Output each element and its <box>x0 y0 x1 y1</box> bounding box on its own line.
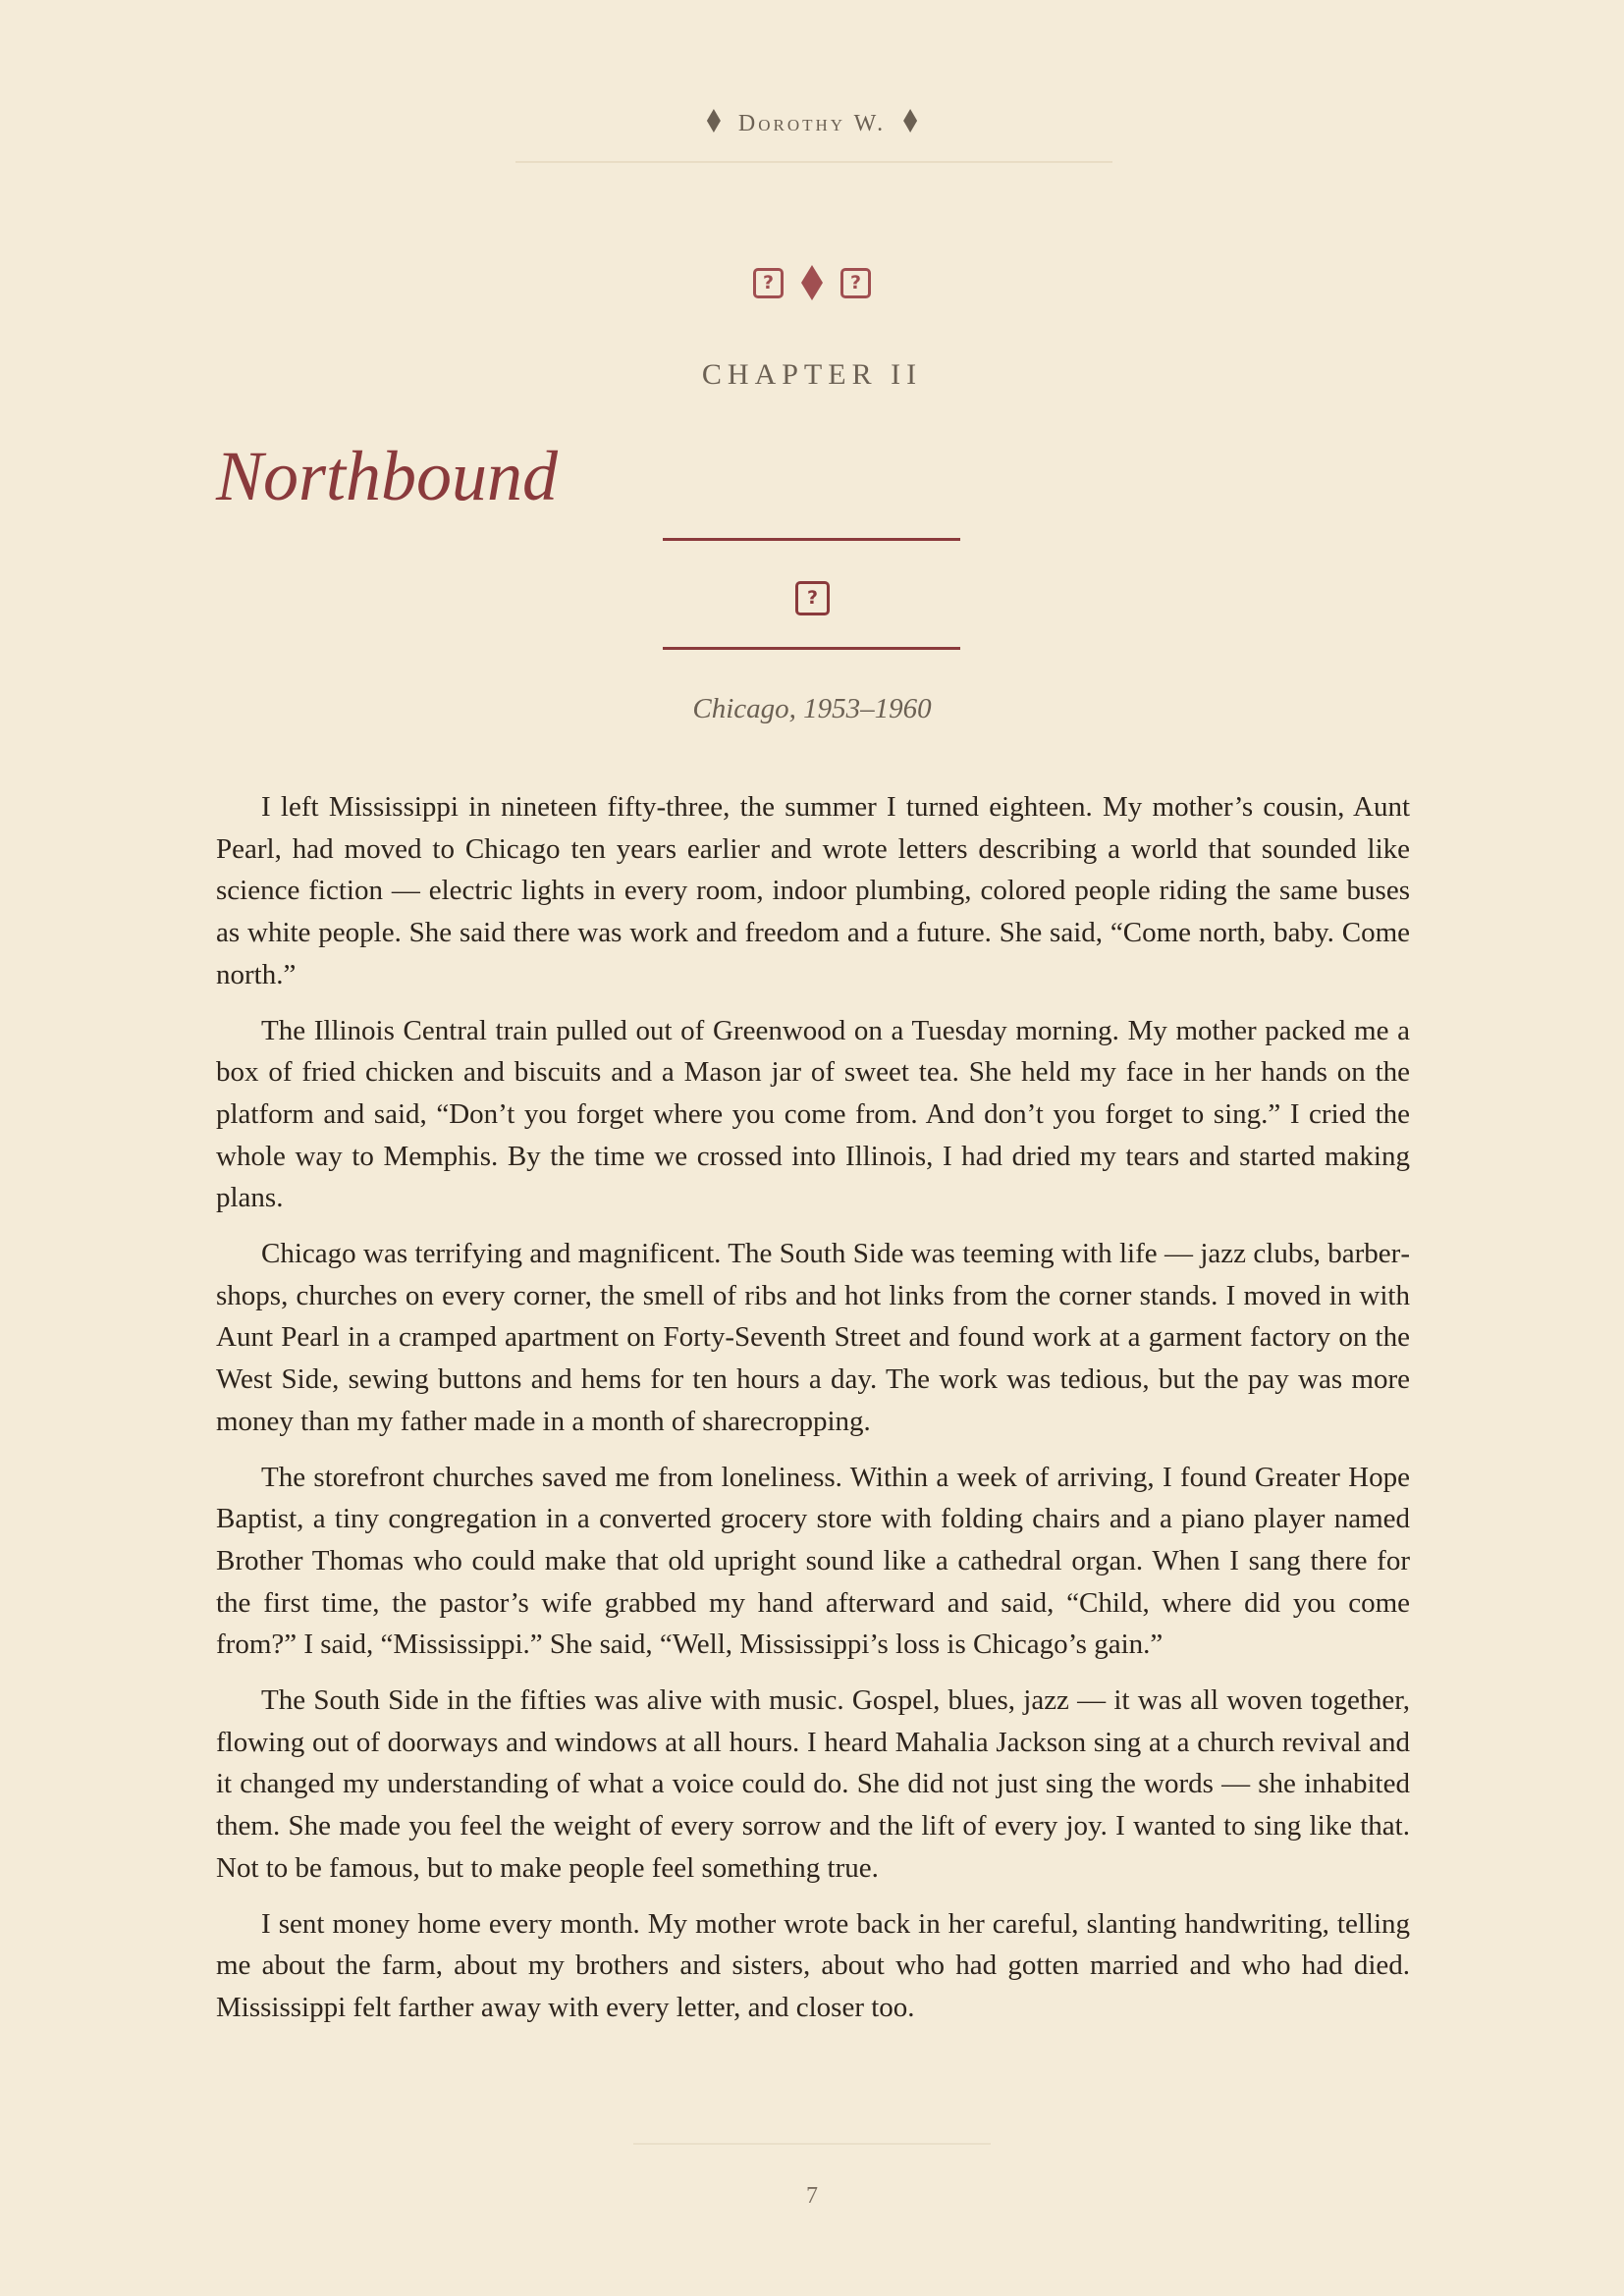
chapter-body <box>216 786 1410 2043</box>
missing-glyph-icon: ? <box>840 268 871 298</box>
chapter-label: CHAPTER II <box>701 358 923 391</box>
paragraph: I sent money home every month. My mother wrote back in her careful, slanting handwriting, telling me about the farm, about my brothers and sisters, about who had gotten married and who had died. Mississippi felt farther away with every letter, and closer too. <box>216 1907 1410 2023</box>
paragraph: The South Side in the fifties was alive with music. Gospel, blues, jazz — it was all woven together, flowing out of doorways and windows at all hours. I heard Mahalia Jackson sing at a church revival and it changed my understanding of what a voice could do. She did not just sing the words — she inhabited them. She made you feel the weight of every sorrow and the lift of every joy. I wanted to sing like that. Not to be famous, but to make people feel something true. <box>216 1684 1410 1884</box>
diamond-ornament-icon <box>801 265 823 300</box>
diamond-ornament-icon <box>903 109 917 133</box>
paragraph: I left Mississippi in nineteen fifty-three, the summer I turned eighteen. My mother’s cousin, Aunt Pearl, had moved to Chicago ten years earlier and wrote letters describing a world that sounded like science fiction — electric lights in every room, indoor plumbing, colored people riding the same buses as white people. She said there was work and freedom and a future. She said, “Come north, baby. Come north.” <box>216 791 1410 990</box>
chapter-title: Northbound <box>216 437 559 515</box>
missing-glyph-icon: ? <box>753 268 784 298</box>
running-head <box>0 102 1624 143</box>
diamond-ornament-icon <box>707 109 721 133</box>
paragraph: The storefront churches saved me from loneliness. Within a week of arriving, I found Greater Hope Baptist, a tiny congregation in a converted grocery store with folding chairs and a piano player named Brother Thomas who could make that old upright sound like a cathedral organ. When I sang there for the first time, the pastor’s wife grabbed my hand afterward and said, “Child, where did you come from?” I said, “Mississippi.” She said, “Well, Mississippi’s loss is Chicago’s gain.” <box>216 1461 1410 1661</box>
chapter-ornament <box>0 265 1624 300</box>
paragraph: The Illinois Central train pulled out of Greenwood on a Tuesday morning. My mother packed me a box of fried chicken and biscuits and a Mason jar of sweet tea. She held my face in her hands on the platform and said, “Don’t you forget where you come from. And don’t you forget to sing.” I cried the whole way to Memphis. By the time we crossed into Illinois, I had dried my tears and started making plans. <box>216 1014 1410 1214</box>
footer-divider <box>633 2143 991 2145</box>
title-divider-top <box>663 538 960 541</box>
missing-glyph-icon: ? <box>795 581 830 615</box>
chapter-epigraph: Chicago, 1953–1960 <box>692 693 932 724</box>
title-divider-bottom <box>663 647 960 650</box>
running-head-author: Dorothy W. <box>737 110 887 136</box>
page-number: 7 <box>806 2183 818 2209</box>
title-divider-mark <box>795 581 830 615</box>
paragraph: Chicago was terrifying and magnificent. The South Side was teeming with life — jazz clubs, barbershops, churches on every corner, the smell of ribs and hot links from the corner stands. I moved in with Aunt Pearl in a cramped apartment on Forty-Seventh Street and found work at a garment factory on the West Side, sewing buttons and hems for ten hours a day. The work was tedious, but the pay was more money than my father made in a month of sharecropping. <box>216 1238 1410 1437</box>
header-divider <box>515 161 1112 163</box>
